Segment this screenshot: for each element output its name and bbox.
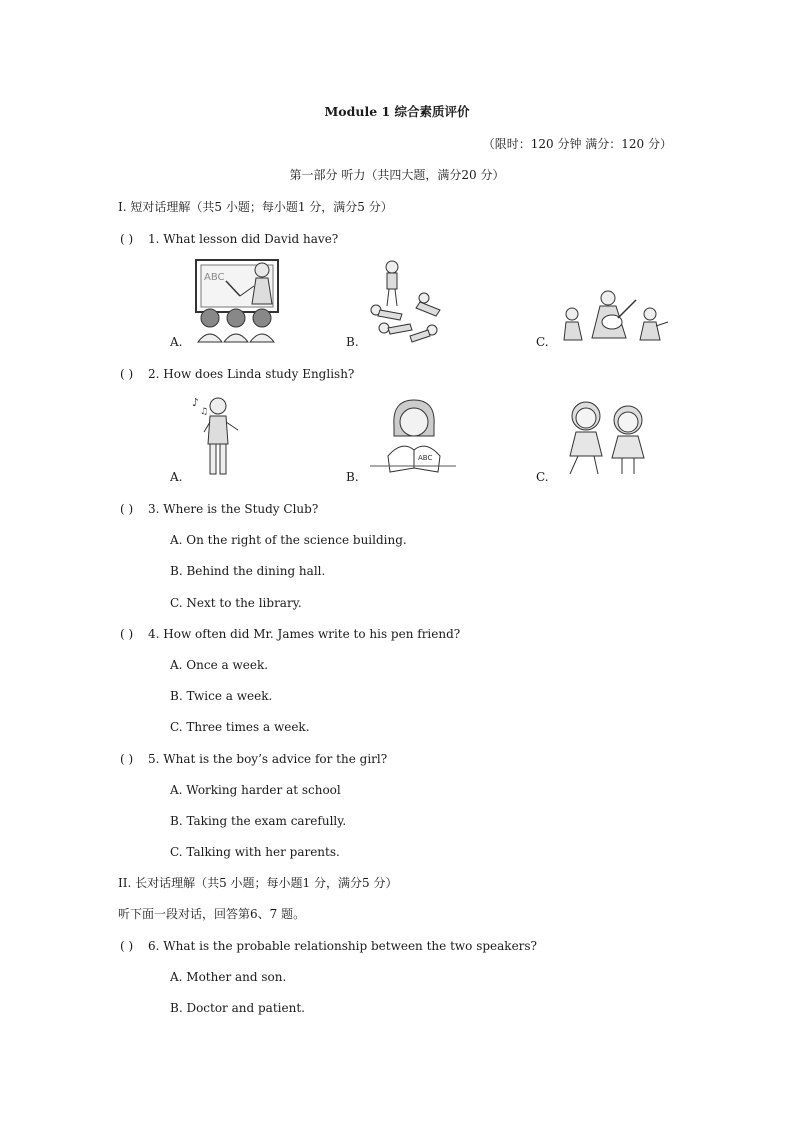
section-heading-2: II. 长对话理解（共5 小题；每小题1 分，满分5 分） <box>118 876 398 890</box>
option-b[interactable]: B. Taking the exam carefully. <box>170 814 347 828</box>
answer-blank[interactable]: ( ) <box>120 367 134 381</box>
question-text: 3. Where is the Study Club? <box>148 502 319 516</box>
option-b[interactable]: B. Behind the dining hall. <box>170 564 326 578</box>
question-3 <box>120 501 318 517</box>
svg-text:♫: ♫ <box>200 407 209 417</box>
question-6 <box>120 938 537 954</box>
pe-lesson-picture[interactable] <box>362 258 452 346</box>
option-c[interactable]: C. Three times a week. <box>170 720 310 734</box>
singing-picture[interactable] <box>190 392 246 480</box>
question-5 <box>120 751 387 767</box>
answer-blank[interactable]: ( ) <box>120 232 134 246</box>
option-b[interactable]: B. Twice a week. <box>170 689 273 703</box>
option-b-label: B. <box>346 335 359 349</box>
option-c[interactable]: C. Talking with her parents. <box>170 845 340 859</box>
option-c-label: C. <box>536 335 549 349</box>
part-heading: 第一部分 听力（共四大题，满分20 分） <box>289 168 505 182</box>
question-4 <box>120 626 460 642</box>
board-text: ABC <box>204 272 225 283</box>
answer-blank[interactable]: ( ) <box>120 939 134 953</box>
classroom-picture[interactable] <box>192 256 284 344</box>
answer-blank[interactable]: ( ) <box>120 502 134 516</box>
music-lesson-picture[interactable] <box>560 288 670 348</box>
option-a-label: A. <box>170 470 183 484</box>
reading-picture[interactable] <box>368 394 458 474</box>
time-limit: （限时：120 分钟 满分：120 分） <box>482 137 672 151</box>
option-a-label: A. <box>170 335 183 349</box>
option-c[interactable]: C. Next to the library. <box>170 596 302 610</box>
question-text: 2. How does Linda study English? <box>148 367 355 381</box>
question-text: 6. What is the probable relationship between the two speakers? <box>148 939 537 953</box>
option-a[interactable]: A. Mother and son. <box>170 970 287 984</box>
section-heading-1: I. 短对话理解（共5 小题；每小题1 分，满分5 分） <box>118 200 393 214</box>
svg-text:♪: ♪ <box>192 396 200 409</box>
option-a[interactable]: A. On the right of the science building. <box>170 533 407 547</box>
option-a[interactable]: A. Working harder at school <box>170 783 341 797</box>
question-text: 5. What is the boy’s advice for the girl? <box>148 752 388 766</box>
book-text: ABC <box>418 454 433 462</box>
option-c-label: C. <box>536 470 549 484</box>
answer-blank[interactable]: ( ) <box>120 627 134 641</box>
question-1 <box>120 231 338 247</box>
question-2 <box>120 366 354 382</box>
page-title: Module 1 综合素质评价 <box>324 104 470 119</box>
instruction-text: 听下面一段对话，回答第6、7 题。 <box>118 907 306 921</box>
talking-picture[interactable] <box>558 398 654 478</box>
option-b-label: B. <box>346 470 359 484</box>
option-b[interactable]: B. Doctor and patient. <box>170 1001 305 1015</box>
question-text: 4. How often did Mr. James write to his pen friend? <box>148 627 461 641</box>
option-a[interactable]: A. Once a week. <box>170 658 269 672</box>
answer-blank[interactable]: ( ) <box>120 752 134 766</box>
question-text: 1. What lesson did David have? <box>148 232 339 246</box>
